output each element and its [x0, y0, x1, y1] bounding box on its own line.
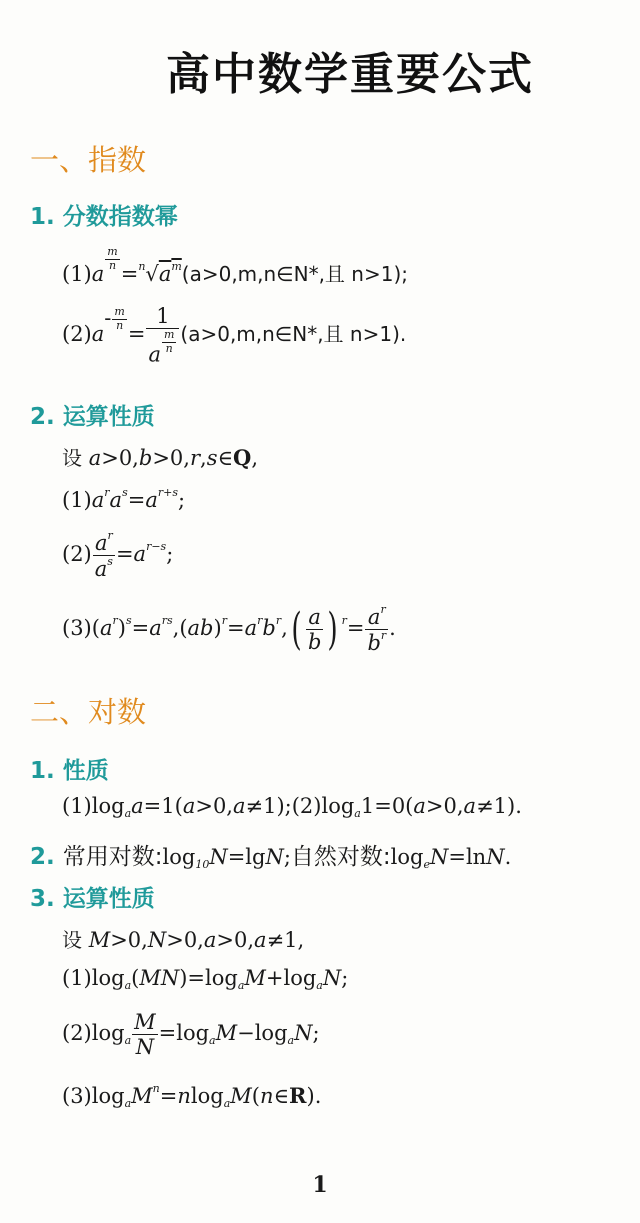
section-heading-exponent: 一、指数 — [30, 143, 147, 177]
formula-1-2: (2)a- $\frac{m}{n}$ = 1 a $\frac{m}{n}$ (a>0,m,n∈N*,且 n>1). — [62, 304, 407, 367]
subsection-label: 常用对数: — [62, 844, 163, 870]
formula-log-props: $(1)\log_aa=1(a>0,a\ne 1);(2)\log_a1=0(a>0,a\ne 1)$. — [62, 794, 522, 820]
subsection-common-log: 2. 常用对数$:\log_{10}N=\lg N$;自然对数$:\log_eN=\ln N$. — [30, 844, 512, 871]
subsection-log-operations: 3. 运算性质 — [30, 886, 155, 912]
formula-log-2: $(2)\log_a$ $\frac{M}{N}$ $=\log_aM-\log_aN$; — [62, 1010, 320, 1060]
assumption-line: 设 a>0,b>0,r,s∈Q, — [62, 445, 258, 470]
subsection-label: 性质 — [62, 758, 109, 784]
page-title: 高中数学重要公式 — [166, 49, 534, 100]
subsection-label: 运算性质 — [62, 886, 155, 912]
formula-condition: (a>0,m,n∈N*,且 n>1). — [180, 321, 407, 346]
formula-log-3: $(3)\log_aM^n=nlog_aM(n\in R)$. — [62, 1082, 322, 1110]
formula-condition: (a>0,m,n∈N*,且 n>1); — [181, 262, 408, 286]
subsection-label-natural-log: 自然对数: — [290, 844, 391, 870]
subsection-label: 分数指数幂 — [62, 204, 178, 230]
formula-2-3: $(3)(a^r)^s=a^{rs},(ab)^r=a^rb^r$,( $\frac{a}{b}$ ) $^r$= $\frac{a^r}{b^r}$ . — [62, 603, 396, 656]
assumption-line-log: 设 M>0,N>0,a>0,a≠1, — [62, 928, 305, 952]
subsection-fractional-power: 1. 分数指数幂 — [30, 204, 178, 230]
section-heading-logarithm: 二、对数 — [30, 695, 147, 729]
subsection-properties: 1. 性质 — [30, 758, 109, 784]
subsection-label: 运算性质 — [62, 404, 155, 430]
formula-2-2: (2) $\frac{a^r}{a^s}$ $=a^{r-s}$; — [62, 529, 174, 582]
formula-1-1: (1)a $\frac{m}{n}$ $=^n√a^m(a>0,m,n\in N*$,且 n>1); — [62, 245, 408, 286]
subsection-operation-properties: 2. 运算性质 — [30, 404, 155, 430]
page-number: 1 — [312, 1172, 328, 1198]
formula-2-1: $(1)a^ra^s=a^{r+s}$; — [62, 486, 186, 512]
formula-log-1: $(1)\log_a(MN)=\log_aM+\log_aN$; — [62, 966, 349, 992]
